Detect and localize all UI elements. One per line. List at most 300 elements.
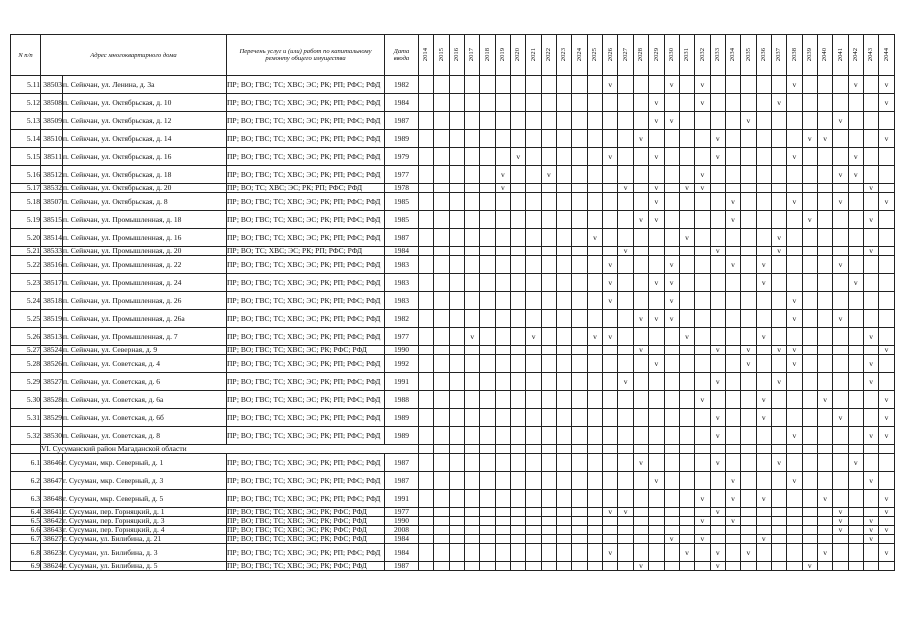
scheduled-mark: v: [756, 391, 771, 409]
year-cell: [817, 148, 832, 166]
year-cell: [557, 112, 572, 130]
year-cell: [863, 94, 878, 112]
year-cell: [633, 229, 648, 247]
year-cell: [465, 508, 480, 517]
house-id: 38519: [41, 310, 63, 328]
year-cell: [419, 346, 434, 355]
house-id: 38529: [41, 409, 63, 427]
year-cell: [756, 148, 771, 166]
year-cell: [434, 472, 449, 490]
year-cell: [771, 427, 786, 445]
scheduled-mark: v: [833, 166, 848, 184]
year-cell: [848, 211, 863, 229]
year-cell: [679, 166, 694, 184]
year-cell: [848, 409, 863, 427]
table-row: [11, 328, 895, 346]
year-cell: [879, 112, 894, 130]
services-list: ПР; ВО; ГВС; ТС; ХВС; ЭС; РК; РП; РФС; РФД: [227, 490, 385, 508]
commission-year: 1987: [385, 112, 419, 130]
year-cell: [787, 247, 802, 256]
table-row: [11, 274, 895, 292]
year-cell: [695, 346, 710, 355]
year-cell: [649, 256, 664, 274]
year-cell: [817, 535, 832, 544]
year-cell: [434, 130, 449, 148]
year-cell: [725, 427, 740, 445]
house-id: 38517: [41, 274, 63, 292]
row-number: 6.1: [11, 454, 41, 472]
year-cell: [495, 229, 510, 247]
year-cell: [465, 391, 480, 409]
year-cell: [833, 391, 848, 409]
scheduled-mark: v: [695, 535, 710, 544]
year-cell: [863, 508, 878, 517]
year-cell: [541, 544, 556, 562]
year-cell: [465, 256, 480, 274]
commission-year: 1987: [385, 454, 419, 472]
scheduled-mark: v: [879, 391, 894, 409]
year-cell: [771, 391, 786, 409]
year-cell: [541, 256, 556, 274]
year-cell: [495, 454, 510, 472]
year-cell: [526, 130, 541, 148]
year-cell: [480, 490, 495, 508]
house-address: п. Сейкчан, ул. Советская, д. 6б: [63, 409, 227, 427]
year-cell: [541, 508, 556, 517]
year-cell: [802, 454, 817, 472]
house-id: 38508: [41, 94, 63, 112]
year-cell: [618, 76, 633, 94]
year-cell: [817, 166, 832, 184]
year-cell: [465, 310, 480, 328]
year-cell: [587, 256, 602, 274]
commission-year: 1985: [385, 211, 419, 229]
year-cell: [771, 328, 786, 346]
year-cell: [480, 562, 495, 571]
year-cell: [511, 166, 526, 184]
year-cell: [710, 328, 725, 346]
year-cell: [664, 508, 679, 517]
year-cell: [557, 409, 572, 427]
row-number: 5.15: [11, 148, 41, 166]
year-cell: [419, 130, 434, 148]
year-cell: [587, 274, 602, 292]
services-list: ПР; ВО; ГВС; ТС; ХВС; ЭС; РК; РП; РФС; РФД: [227, 166, 385, 184]
year-cell: [480, 184, 495, 193]
year-cell: [526, 184, 541, 193]
year-cell: [618, 94, 633, 112]
year-cell: [618, 211, 633, 229]
house-id: 38624: [41, 562, 63, 571]
year-cell: [649, 391, 664, 409]
table-row: [11, 211, 895, 229]
year-cell: [480, 166, 495, 184]
year-cell: [756, 112, 771, 130]
year-cell: [480, 346, 495, 355]
row-number: 5.28: [11, 355, 41, 373]
year-cell: [480, 508, 495, 517]
header-year: [833, 35, 848, 76]
scheduled-mark: v: [695, 166, 710, 184]
house-address: п. Сейкчан, ул. Советская, д. 8: [63, 427, 227, 445]
year-cell: [848, 94, 863, 112]
year-cell: [833, 427, 848, 445]
year-cell: [633, 427, 648, 445]
year-cell: [817, 454, 832, 472]
year-cell: [833, 544, 848, 562]
year-cell: [771, 535, 786, 544]
year-cell: [633, 247, 648, 256]
year-cell: [695, 148, 710, 166]
year-cell: [802, 445, 817, 454]
commission-year: 1984: [385, 544, 419, 562]
scheduled-mark: v: [771, 373, 786, 391]
scheduled-mark: v: [787, 427, 802, 445]
year-cell: [710, 472, 725, 490]
year-cell: [710, 517, 725, 526]
year-cell: [511, 229, 526, 247]
year-cell: [541, 148, 556, 166]
year-cell: [802, 193, 817, 211]
year-cell: [802, 292, 817, 310]
year-cell: [741, 508, 756, 517]
house-address: п. Сейкчан, ул. Октябрьская, д. 16: [63, 148, 227, 166]
commission-year: 1992: [385, 355, 419, 373]
year-cell: [756, 508, 771, 517]
year-cell: [787, 130, 802, 148]
scheduled-mark: v: [863, 427, 878, 445]
year-cell: [419, 229, 434, 247]
year-cell: [725, 535, 740, 544]
scheduled-mark: v: [710, 454, 725, 472]
year-cell: [511, 184, 526, 193]
year-cell: [664, 148, 679, 166]
year-cell: [787, 409, 802, 427]
year-cell: [603, 94, 618, 112]
house-id: 38623: [41, 544, 63, 562]
commission-year: 2008: [385, 526, 419, 535]
scheduled-mark: v: [649, 184, 664, 193]
row-number: 5.21: [11, 247, 41, 256]
year-cell: [603, 445, 618, 454]
year-cell: [649, 130, 664, 148]
scheduled-mark: v: [710, 562, 725, 571]
year-cell: [465, 211, 480, 229]
year-cell: [802, 112, 817, 130]
year-cell: [449, 346, 464, 355]
year-cell: [449, 445, 464, 454]
scheduled-mark: v: [725, 211, 740, 229]
year-cell: [771, 490, 786, 508]
year-cell: [710, 112, 725, 130]
scheduled-mark: v: [741, 355, 756, 373]
year-cell: [526, 193, 541, 211]
year-cell: [756, 310, 771, 328]
year-cell: [863, 409, 878, 427]
scheduled-mark: v: [664, 292, 679, 310]
house-id: 38530: [41, 427, 63, 445]
commission-year: 1983: [385, 292, 419, 310]
year-cell: [434, 256, 449, 274]
year-cell: [664, 409, 679, 427]
year-cell: [633, 256, 648, 274]
scheduled-mark: v: [771, 247, 786, 256]
house-address: п. Сейкчан, ул. Октябрьская, д. 18: [63, 166, 227, 184]
house-address: г. Сусуман, мкр. Северный, д. 5: [63, 490, 227, 508]
scheduled-mark: v: [603, 256, 618, 274]
year-cell: [679, 193, 694, 211]
year-cell: [695, 328, 710, 346]
year-cell: [695, 472, 710, 490]
year-cell: [664, 346, 679, 355]
year-cell: [557, 247, 572, 256]
year-cell: [541, 490, 556, 508]
scheduled-mark: v: [465, 328, 480, 346]
year-cell: [449, 166, 464, 184]
house-address: п. Сейкчан, ул. Октябрьская, д. 10: [63, 94, 227, 112]
year-cell: [771, 274, 786, 292]
year-cell: [848, 247, 863, 256]
year-cell: [618, 409, 633, 427]
year-cell: [879, 562, 894, 571]
year-cell: [695, 508, 710, 517]
year-cell: [802, 472, 817, 490]
year-cell: [587, 535, 602, 544]
row-number: 5.27: [11, 346, 41, 355]
year-cell: [649, 76, 664, 94]
year-cell: [449, 454, 464, 472]
year-cell: [587, 544, 602, 562]
year-cell: [848, 472, 863, 490]
year-cell: [465, 148, 480, 166]
year-cell: [679, 535, 694, 544]
house-id: 38643: [41, 526, 63, 535]
year-cell: [863, 391, 878, 409]
year-cell: [848, 445, 863, 454]
year-cell: [495, 130, 510, 148]
year-cell: [511, 247, 526, 256]
year-cell: [771, 310, 786, 328]
year-cell: [756, 292, 771, 310]
year-cell: [679, 247, 694, 256]
year-cell: [695, 256, 710, 274]
services-list: ПР; ВО; ГВС; ТС; ХВС; ЭС; РК; РП; РФС; РФД: [227, 94, 385, 112]
section-title: VI. Сусуманский район Магаданской области: [41, 445, 419, 454]
year-cell: [526, 76, 541, 94]
year-cell: [848, 193, 863, 211]
year-cell: [495, 445, 510, 454]
year-cell: [541, 184, 556, 193]
year-cell: [725, 112, 740, 130]
year-cell: [633, 184, 648, 193]
year-cell: [679, 427, 694, 445]
header-year: [526, 35, 541, 76]
year-cell: [603, 130, 618, 148]
year-cell: [495, 373, 510, 391]
year-cell: [817, 445, 832, 454]
scheduled-mark: v: [848, 76, 863, 94]
header-year-label: 2025: [591, 47, 599, 61]
year-cell: [557, 490, 572, 508]
year-cell: [833, 94, 848, 112]
year-cell: [526, 526, 541, 535]
year-cell: [419, 184, 434, 193]
year-cell: [664, 94, 679, 112]
year-cell: [879, 373, 894, 391]
year-cell: [434, 508, 449, 517]
header-year-label: 2040: [821, 47, 829, 61]
year-cell: [679, 472, 694, 490]
house-id: 38642: [41, 517, 63, 526]
services-list: ПР; ВО; ГВС; ТС; ХВС; ЭС; РК; РФС; РФД: [227, 346, 385, 355]
row-number: 6.6: [11, 526, 41, 535]
services-list: ПР; ВО; ГВС; ТС; ХВС; ЭС; РК; РП; РФС; РФД: [227, 472, 385, 490]
year-cell: [787, 508, 802, 517]
row-number: 5.16: [11, 166, 41, 184]
year-cell: [541, 391, 556, 409]
year-cell: [787, 454, 802, 472]
year-cell: [802, 544, 817, 562]
scheduled-mark: v: [710, 247, 725, 256]
scheduled-mark: v: [817, 544, 832, 562]
year-cell: [664, 454, 679, 472]
year-cell: [802, 427, 817, 445]
year-cell: [526, 454, 541, 472]
year-cell: [863, 148, 878, 166]
scheduled-mark: v: [817, 391, 832, 409]
year-cell: [833, 472, 848, 490]
year-cell: [419, 166, 434, 184]
year-cell: [618, 544, 633, 562]
year-cell: [618, 517, 633, 526]
year-cell: [787, 112, 802, 130]
scheduled-mark: v: [710, 346, 725, 355]
year-cell: [741, 535, 756, 544]
year-cell: [771, 130, 786, 148]
year-cell: [419, 328, 434, 346]
year-cell: [511, 517, 526, 526]
header-year-label: 2035: [744, 47, 752, 61]
year-cell: [526, 409, 541, 427]
year-cell: [679, 112, 694, 130]
year-cell: [664, 373, 679, 391]
year-cell: [695, 409, 710, 427]
year-cell: [725, 391, 740, 409]
year-cell: [434, 310, 449, 328]
year-cell: [495, 76, 510, 94]
scheduled-mark: v: [833, 517, 848, 526]
scheduled-mark: v: [664, 535, 679, 544]
services-list: ПР; ВО; ГВС; ТС; ХВС; ЭС; РК; РП; РФС; РФД: [227, 292, 385, 310]
year-cell: [848, 535, 863, 544]
year-cell: [802, 391, 817, 409]
header-year: [557, 35, 572, 76]
year-cell: [541, 373, 556, 391]
year-cell: [664, 445, 679, 454]
year-cell: [771, 148, 786, 166]
year-cell: [526, 517, 541, 526]
commission-year: 1989: [385, 427, 419, 445]
year-cell: [741, 166, 756, 184]
year-cell: [511, 544, 526, 562]
year-cell: [449, 310, 464, 328]
scheduled-mark: v: [848, 454, 863, 472]
year-cell: [756, 454, 771, 472]
year-cell: [480, 472, 495, 490]
house-address: п. Сейкчан, ул. Октябрьская, д. 20: [63, 184, 227, 193]
table-row: [11, 193, 895, 211]
year-cell: [679, 517, 694, 526]
scheduled-mark: v: [848, 166, 863, 184]
year-cell: [725, 184, 740, 193]
year-cell: [649, 535, 664, 544]
year-cell: [664, 166, 679, 184]
header-year: [863, 35, 878, 76]
year-cell: [603, 373, 618, 391]
year-cell: [879, 247, 894, 256]
year-cell: [603, 427, 618, 445]
commission-year: 1987: [385, 472, 419, 490]
header-year: [633, 35, 648, 76]
year-cell: [863, 346, 878, 355]
year-cell: [664, 193, 679, 211]
commission-year: 1984: [385, 94, 419, 112]
year-cell: [679, 562, 694, 571]
year-cell: [741, 490, 756, 508]
year-cell: [633, 535, 648, 544]
year-cell: [526, 427, 541, 445]
year-cell: [649, 229, 664, 247]
header-year-label: 2038: [790, 47, 798, 61]
year-cell: [419, 526, 434, 535]
year-cell: [557, 445, 572, 454]
scheduled-mark: v: [725, 256, 740, 274]
year-cell: [649, 409, 664, 427]
scheduled-mark: v: [710, 544, 725, 562]
year-cell: [449, 544, 464, 562]
header-year: [603, 35, 618, 76]
year-cell: [587, 490, 602, 508]
year-cell: [710, 310, 725, 328]
year-cell: [511, 472, 526, 490]
year-cell: [618, 562, 633, 571]
year-cell: [725, 247, 740, 256]
year-cell: [480, 94, 495, 112]
row-number: 5.30: [11, 391, 41, 409]
year-cell: [572, 229, 587, 247]
scheduled-mark: v: [879, 526, 894, 535]
year-cell: [526, 562, 541, 571]
services-list: ПР; ВО; ГВС; ТС; ХВС; ЭС; РК; РФС; РФД: [227, 526, 385, 535]
row-number: 6.4: [11, 508, 41, 517]
scheduled-mark: v: [603, 274, 618, 292]
year-cell: [664, 184, 679, 193]
services-list: ПР; ВО; ГВС; ТС; ХВС; ЭС; РК; РП; РФС; РФД: [227, 355, 385, 373]
year-cell: [710, 184, 725, 193]
house-address: п. Сейкчан, ул. Промышленная, д. 26а: [63, 310, 227, 328]
year-cell: [480, 247, 495, 256]
year-cell: [710, 391, 725, 409]
year-cell: [802, 355, 817, 373]
year-cell: [787, 211, 802, 229]
row-number: 5.11: [11, 76, 41, 94]
year-cell: [848, 427, 863, 445]
year-cell: [541, 274, 556, 292]
year-cell: [802, 229, 817, 247]
year-cell: [511, 76, 526, 94]
year-cell: [618, 454, 633, 472]
year-cell: [434, 535, 449, 544]
